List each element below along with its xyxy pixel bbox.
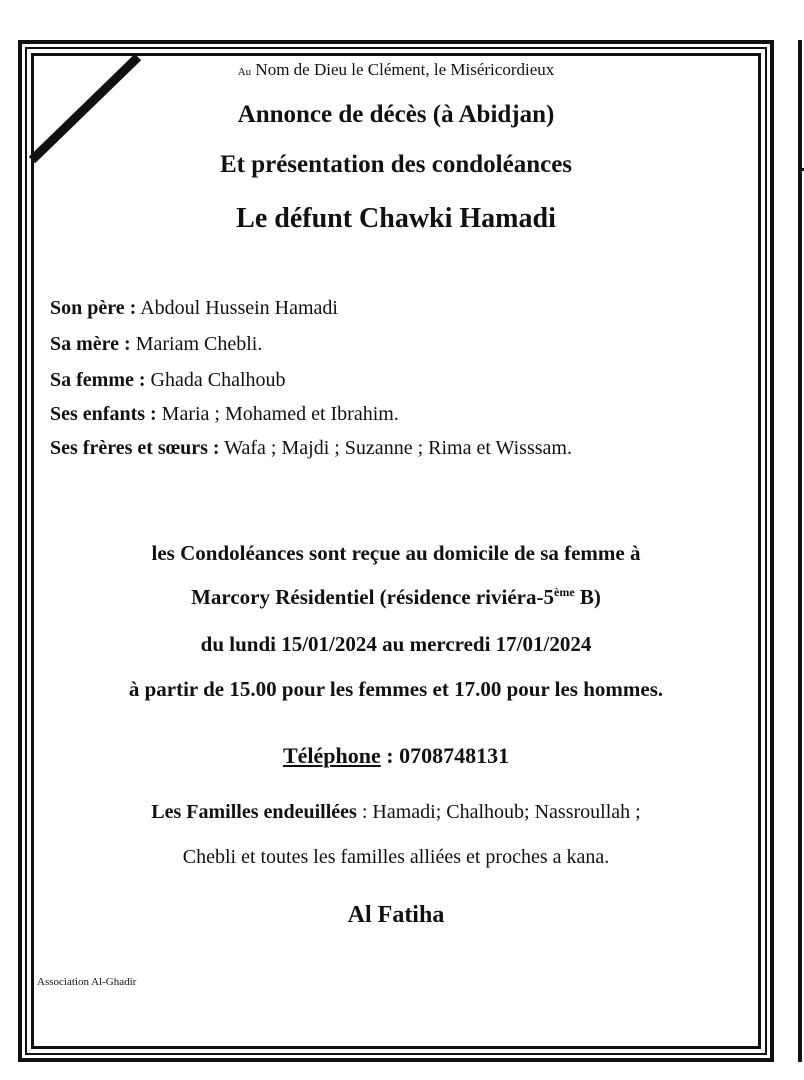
family-value: Maria ; Mohamed et Ibrahim. (161, 403, 399, 425)
basmala-line (34, 60, 758, 80)
family-value: Wafa ; Majdi ; Suzanne ; Rima et Wisssam. (224, 437, 572, 459)
adjacent-card-edge (798, 40, 804, 1062)
announcement-title: Annonce de décès (à Abidjan) (237, 101, 555, 128)
family-label: Son père : (50, 297, 137, 319)
family-label: Ses enfants : (50, 403, 157, 425)
bereaved-families-continuation: Chebli et toutes les familles alliées et proches a kana. (182, 846, 610, 868)
condolences-location-line: les Condoléances sont reçue au domicile de sa femme à (151, 541, 641, 565)
bereaved-families-line (34, 801, 758, 824)
family-row-children (50, 403, 399, 426)
basmala-text: Nom de Dieu le Clément, le Miséricordieux (255, 60, 555, 79)
association-signature: Association Al-Ghadir (37, 976, 137, 988)
bereaved-families-list: : Hamadi; Chalhoub; Nassroullah ; (356, 801, 641, 823)
family-label: Ses frères et sœurs : (50, 437, 220, 459)
bereaved-families-label: Les Familles endeuillées (151, 801, 357, 823)
address-text: Marcory Résidentiel (résidence riviéra-5 (191, 585, 554, 609)
basmala-prefix: Au (237, 66, 252, 78)
family-row-father (50, 297, 338, 320)
phone-separator: : (380, 743, 400, 768)
family-label: Sa mère : (50, 333, 131, 355)
family-row-wife (50, 369, 286, 392)
family-value: Mariam Chebli. (135, 333, 263, 355)
family-row-siblings (50, 437, 572, 460)
condolences-dates-line: du lundi 15/01/2024 au mercredi 17/01/2024 (200, 632, 592, 656)
phone-label: Téléphone (282, 743, 381, 768)
closing-prayer: Al Fatiha (347, 902, 445, 928)
condolences-hours-line: à partir de 15.00 pour les femmes et 17.00 pour les hommes. (128, 677, 664, 701)
phone-line (34, 743, 758, 769)
condolences-address-line (34, 585, 758, 610)
deceased-name: Le défunt Chawki Hamadi (236, 203, 556, 234)
family-value: Abdoul Hussein Hamadi (140, 297, 338, 319)
condolences-title: Et présentation des condoléances (219, 151, 573, 178)
family-label: Sa femme : (50, 369, 146, 391)
address-suffix: B) (574, 585, 601, 609)
family-row-mother (50, 333, 262, 356)
adjacent-card-tick (798, 168, 804, 171)
address-ordinal: ème (554, 585, 575, 599)
phone-number: 0708748131 (399, 743, 510, 768)
family-value: Ghada Chalhoub (150, 369, 286, 391)
